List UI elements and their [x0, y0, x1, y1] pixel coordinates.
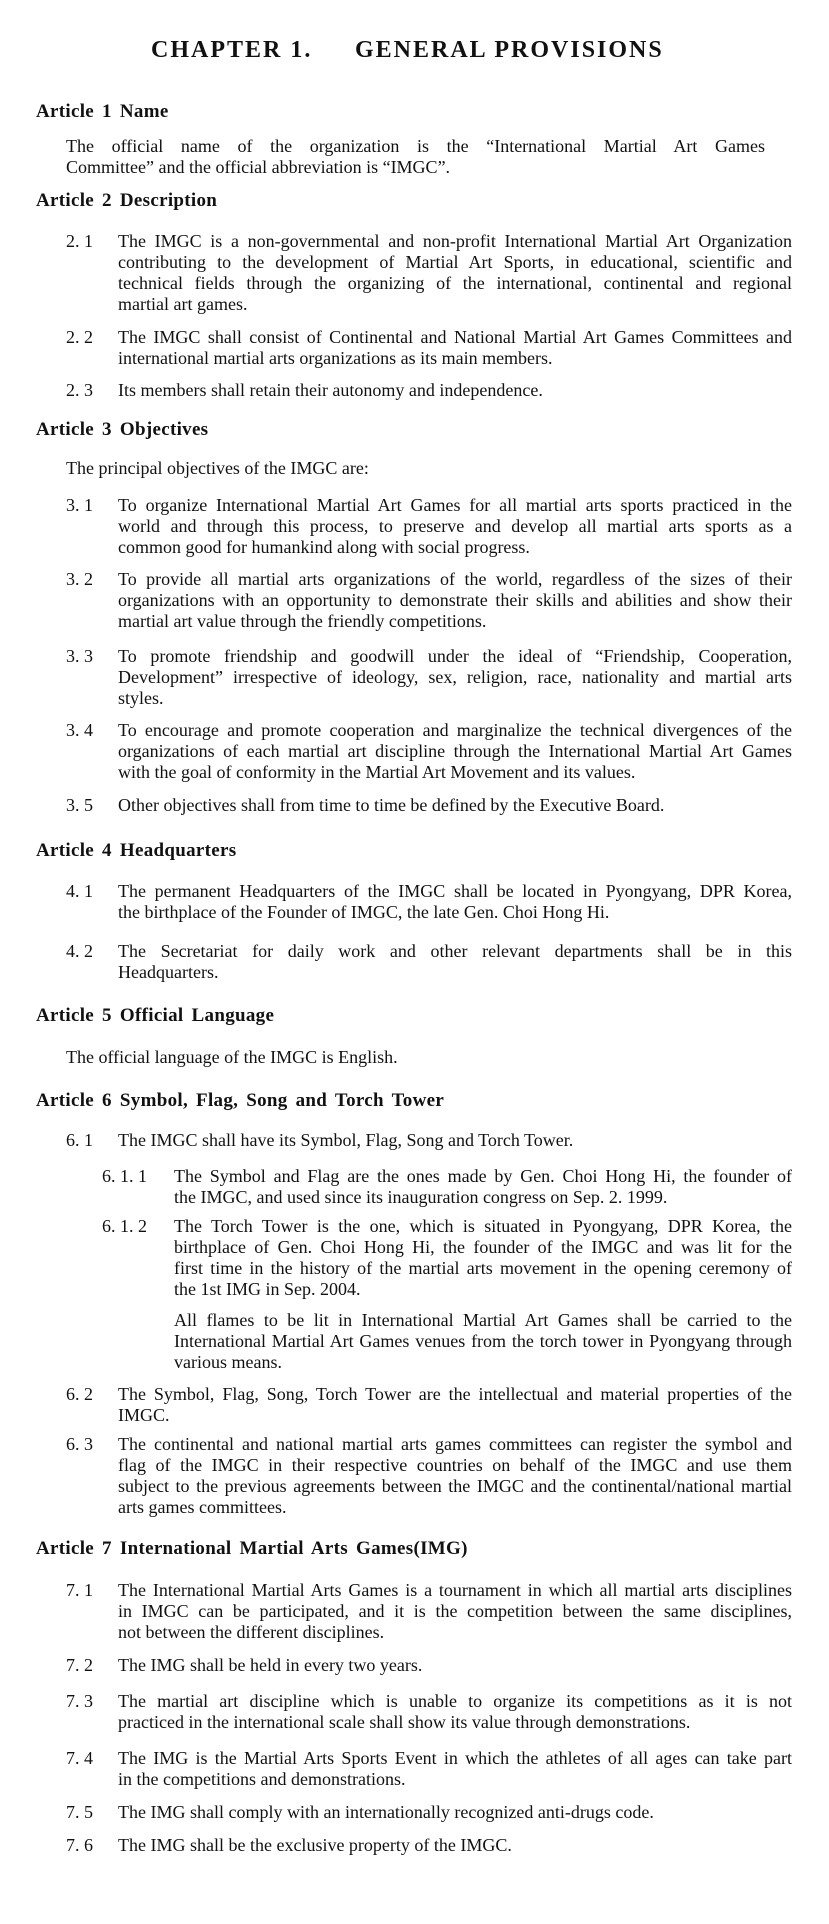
clause-text: [118, 1691, 792, 1733]
text-line: To encourage and promote cooperation and marginalize the technical divergences of the: [118, 720, 792, 740]
text-line: The Symbol and Flag are the ones made by Gen. Choi Hong Hi, the founder of: [174, 1166, 792, 1186]
text-line: To organize International Martial Art Games for all martial arts sports practiced in the: [118, 495, 792, 515]
text-line: The IMGC shall consist of Continental and National Martial Art Games Committees and: [118, 327, 792, 347]
chapter-label: CHAPTER 1.: [151, 37, 313, 63]
clause-text: [118, 1130, 792, 1151]
text-line: organizations with an opportunity to demonstrate their skills and abilities and show their: [118, 590, 792, 610]
clause-7-6: [66, 1835, 792, 1856]
clause-number: 6. 1. 1: [102, 1166, 147, 1186]
text-line: flag of the IMGC in their respective countries on behalf of the IMGC and use them: [118, 1455, 792, 1475]
text-line: Headquarters.: [118, 962, 219, 982]
clause-number: 6. 1. 2: [102, 1216, 147, 1236]
article-heading: Article 4 Headquarters: [36, 840, 237, 861]
text-line: organizations of each martial art discipline through the International Martial Art Games: [118, 741, 792, 761]
clause-6-1-1: [102, 1166, 792, 1208]
clause-number: 4. 2: [66, 941, 93, 961]
clause-number: 6. 3: [66, 1434, 93, 1454]
article-heading: Article 6 Symbol, Flag, Song and Torch Tower: [36, 1090, 445, 1111]
text-line: in the competitions and demonstrations.: [118, 1769, 406, 1789]
text-line: The official language of the IMGC is English.: [66, 1047, 398, 1067]
text-line: martial art games.: [118, 294, 248, 314]
text-line: common good for humankind along with social progress.: [118, 537, 530, 557]
text-line: Development” irrespective of ideology, sex, religion, race, nationality and martial arts: [118, 667, 792, 687]
text-line: contributing to the development of Martial Art Sports, in educational, scientific and: [118, 252, 792, 272]
clause-2-3: [66, 380, 792, 401]
article-heading: Article 2 Description: [36, 190, 218, 211]
text-line: Committee” and the official abbreviation is “IMGC”.: [66, 157, 451, 177]
clause-number: 7. 1: [66, 1580, 93, 1600]
text-line: styles.: [118, 688, 164, 708]
clause-number: 2. 1: [66, 231, 93, 251]
clause-number: 4. 1: [66, 881, 93, 901]
clause-7-5: [66, 1802, 792, 1823]
clause-number: 3. 3: [66, 646, 93, 666]
clause-4-1: [66, 881, 792, 923]
clause-2-1: [66, 231, 792, 315]
text-line: The Secretariat for daily work and other relevant departments shall be in this: [118, 941, 792, 961]
text-line: arts games committees.: [118, 1497, 287, 1517]
clause-3-5: [66, 795, 792, 816]
text-line: The IMG shall be the exclusive property of the IMGC.: [118, 1835, 512, 1855]
text-line: the 1st IMG in Sep. 2004.: [174, 1279, 361, 1299]
text-line: The permanent Headquarters of the IMGC shall be located in Pyongyang, DPR Korea,: [118, 881, 792, 901]
clause-number: 3. 5: [66, 795, 93, 815]
text-line: technical fields through the organizing of the international, continental and regional: [118, 273, 792, 293]
clause-7-1: [66, 1580, 792, 1643]
text-line: The Torch Tower is the one, which is situated in Pyongyang, DPR Korea, the: [174, 1216, 792, 1236]
article-heading: Article 7 International Martial Arts Games(IMG): [36, 1538, 468, 1559]
text-line: The IMG shall comply with an internationally recognized anti-drugs code.: [118, 1802, 654, 1822]
clause-text: [118, 380, 792, 401]
clause-6-1-2-continuation: [174, 1310, 792, 1373]
clause-text: [118, 941, 792, 983]
clause-text: [118, 1434, 792, 1518]
clause-6-3: [66, 1434, 792, 1518]
article-paragraph: [66, 1047, 765, 1068]
text-line: International Martial Art Games venues from the torch tower in Pyongyang through: [174, 1331, 792, 1351]
clause-number: 3. 1: [66, 495, 93, 515]
clause-2-2: [66, 327, 792, 369]
clause-number: 3. 2: [66, 569, 93, 589]
text-line: The continental and national martial arts games committees can register the symbol and: [118, 1434, 792, 1454]
text-line: international martial arts organizations as its main members.: [118, 348, 553, 368]
clause-text: [118, 495, 792, 558]
clause-7-3: [66, 1691, 792, 1733]
article-paragraph: [66, 458, 765, 479]
clause-6-2: [66, 1384, 792, 1426]
clause-3-2: [66, 569, 792, 632]
text-line: the birthplace of the Founder of IMGC, the late Gen. Choi Hong Hi.: [118, 902, 610, 922]
clause-6-1: [66, 1130, 792, 1151]
clause-number: 2. 2: [66, 327, 93, 347]
text-line: The official name of the organization is the “International Martial Art Games: [66, 136, 765, 156]
text-line: The principal objectives of the IMGC are:: [66, 458, 369, 478]
text-line: The IMGC is a non-governmental and non-profit International Martial Art Organization: [118, 231, 792, 251]
text-line: To provide all martial arts organizations of the world, regardless of the sizes of their: [118, 569, 792, 589]
clause-number: 7. 3: [66, 1691, 93, 1711]
text-line: The IMG shall be held in every two years.: [118, 1655, 423, 1675]
clause-number: 7. 6: [66, 1835, 93, 1855]
clause-text: [118, 327, 792, 369]
text-line: not between the different disciplines.: [118, 1622, 385, 1642]
clause-7-4: [66, 1748, 792, 1790]
clause-text: [118, 231, 792, 315]
text-line: in IMGC can be participated, and it is the competition between the same disciplines,: [118, 1601, 792, 1621]
clause-3-4: [66, 720, 792, 783]
clause-text: [118, 1802, 792, 1823]
clause-text: [118, 720, 792, 783]
clause-text: [118, 1655, 792, 1676]
text-line: Other objectives shall from time to time be defined by the Executive Board.: [118, 795, 665, 815]
article-heading: Article 5 Official Language: [36, 1005, 275, 1026]
clause-number: 2. 3: [66, 380, 93, 400]
text-line: world and through this process, to preserve and develop all martial arts sports as a: [118, 516, 792, 536]
text-line: All flames to be lit in International Martial Art Games shall be carried to the: [174, 1310, 792, 1330]
clause-text: [118, 1580, 792, 1643]
text-line: first time in the history of the martial arts movement in the opening ceremony of: [174, 1258, 792, 1278]
article-heading: Article 1 Name: [36, 101, 169, 122]
chapter-name: GENERAL PROVISIONS: [355, 37, 664, 63]
text-line: To promote friendship and goodwill under the ideal of “Friendship, Cooperation,: [118, 646, 792, 666]
clause-4-2: [66, 941, 792, 983]
clause-text: [118, 795, 792, 816]
clause-text: [118, 881, 792, 923]
clause-6-1-2: [102, 1216, 792, 1300]
article-heading: Article 3 Objectives: [36, 419, 209, 440]
text-line: various means.: [174, 1352, 282, 1372]
clause-text: [118, 646, 792, 709]
text-line: the IMGC, and used since its inauguration congress on Sep. 2. 1999.: [174, 1187, 668, 1207]
text-line: The Symbol, Flag, Song, Torch Tower are the intellectual and material properties of the: [118, 1384, 792, 1404]
clause-3-1: [66, 495, 792, 558]
clause-text: [118, 1835, 792, 1856]
clause-text: [118, 1748, 792, 1790]
text-line: martial art value through the friendly competitions.: [118, 611, 487, 631]
clause-number: 7. 5: [66, 1802, 93, 1822]
clause-3-3: [66, 646, 792, 709]
clause-number: 7. 2: [66, 1655, 93, 1675]
text-line: IMGC.: [118, 1405, 170, 1425]
clause-text: [118, 569, 792, 632]
clause-text: [174, 1216, 792, 1300]
text-line: The International Martial Arts Games is a tournament in which all martial arts disciplines: [118, 1580, 792, 1600]
clause-7-2: [66, 1655, 792, 1676]
clause-number: 6. 1: [66, 1130, 93, 1150]
text-line: Its members shall retain their autonomy and independence.: [118, 380, 543, 400]
clause-number: 7. 4: [66, 1748, 93, 1768]
text-line: birthplace of Gen. Choi Hong Hi, the founder of the IMGC and was lit for the: [174, 1237, 792, 1257]
clause-text: [118, 1384, 792, 1426]
clause-number: 6. 2: [66, 1384, 93, 1404]
text-line: with the goal of conformity in the Martial Art Movement and its values.: [118, 762, 636, 782]
text-line: The martial art discipline which is unable to organize its competitions as it is not: [118, 1691, 792, 1711]
text-line: The IMGC shall have its Symbol, Flag, Song and Torch Tower.: [118, 1130, 574, 1150]
clause-number: 3. 4: [66, 720, 93, 740]
text-line: practiced in the international scale shall show its value through demonstrations.: [118, 1712, 691, 1732]
text-line: subject to the previous agreements between the IMGC and the continental/national martial: [118, 1476, 792, 1496]
clause-text: [174, 1166, 792, 1208]
text-line: The IMG is the Martial Arts Sports Event in which the athletes of all ages can take part: [118, 1748, 792, 1768]
article-paragraph: [66, 136, 765, 178]
